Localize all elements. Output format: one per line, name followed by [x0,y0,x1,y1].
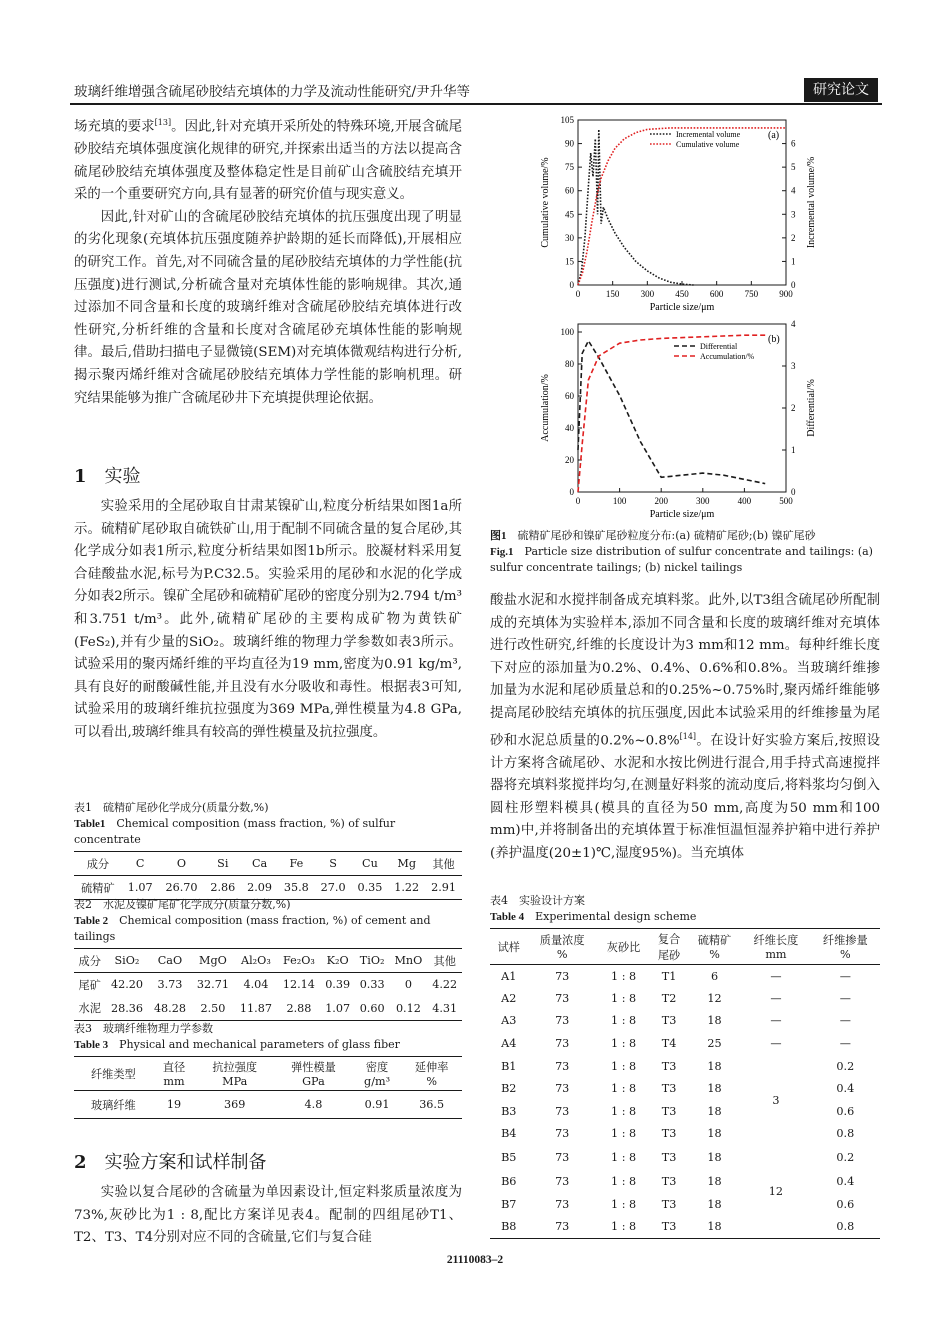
col-header [688,929,741,965]
col-header [528,929,597,965]
cell: 12.14 [282,978,315,992]
col-header: 其他 [432,857,455,871]
col-header: Ca [251,857,268,870]
cell: — [770,969,782,983]
header-line: % [709,948,720,961]
col-header: 延伸率 % [414,1061,449,1088]
x-tick-label: 750 [744,289,759,299]
x-tick-label: 300 [696,496,710,506]
cell: A2 [501,991,517,1005]
y-tick-label: 75 [565,162,574,173]
y-tick-label: 15 [565,256,574,267]
cell: A4 [501,1037,517,1051]
y2-axis-label: Differential/% [806,379,817,437]
cell: 73 [555,1059,570,1073]
cell: 18 [707,1127,722,1141]
cell: 1 : 8 [611,969,637,983]
cell: 27.0 [320,881,346,894]
cell: 2.86 [210,881,236,894]
cell: 0.8 [836,1127,855,1141]
cell: 73 [555,1014,570,1028]
cell: 18 [707,1151,722,1165]
panel-label: (b) [768,334,780,345]
col-header [650,929,688,965]
col-header [811,929,880,965]
legend-label: Cumulative volume [676,140,740,149]
cell: — [839,1037,851,1051]
cell: 73 [555,991,570,1005]
col-header: 成分 [78,954,101,968]
table-row [490,1032,880,1055]
cell: 73 [555,1037,570,1051]
col-header: 成分 [86,857,110,871]
cell: 4.04 [243,978,269,992]
y2-axis-label: Incremental volume/% [806,156,817,249]
particle-size-chart [490,112,880,522]
cell: B2 [501,1082,517,1096]
cell: 0.91 [364,1098,390,1111]
y-axis-label: Accumulation/% [540,374,551,442]
y-tick-label: 60 [565,391,574,401]
y2-tick-label: 0 [791,280,796,290]
cell: 19 [166,1098,182,1111]
col-header [741,929,810,965]
x-tick-label: 100 [612,496,627,506]
cell: 12 [707,991,722,1005]
cell: 369 [224,1098,246,1111]
col-header: TiO₂ [359,954,385,967]
paragraph: 酸盐水泥和水搅拌制备成充填料浆。此外,以T3组含硫尾砂所配制成的充填体为实验样本,添加不同含量和长度的玻璃纤维对充填体进行改性研究,纤维的长度设计为3 mm和12 mm。每种纤维长度下对应的添加量为0.2%、0.4%、0.6%和0.8%。当玻璃纤维掺加量为水泥和尾砂质量总和的0.25%~0.75%时,聚丙烯纤维能够提高尾砂胶结充填体的抗压强度,因此本试验采用的纤维掺量为尾砂和水泥总质量的0.2%~0.8%[14]。在设计好实验方案后,按照设计方案将含硫尾砂、水泥和水按比例进行混合,用手持式高速搅拌器将充填料浆搅拌均匀,在测量好料浆的流动度后,将料浆均匀倒入圆柱形塑料模具(模具的直径为50 mm,高度为50 mm和100 mm)中,并将制备出的充填体置于标准恒温恒湿养护箱中进行养护(养护温度(20±1)℃,湿度95%)。当充填体 [490,593,880,861]
figure-1 [490,112,880,522]
cell: — [770,1014,782,1028]
right-column [490,590,880,866]
table-body [490,965,880,1239]
y2-tick-label: 4 [791,319,796,329]
col-header: CaO [157,954,183,967]
series-line-a [578,341,765,484]
paragraph: 因此,针对矿山的含硫尾砂胶结充填体的抗压强度出现了明显的劣化现象(充填体抗压强度随养护龄期的延长而降低),开展相应的研究工作。首先,对不同硫含量的尾砂胶结充填体的力学性能(抗压强度)进行测试,分析硫含量对充填体性能的影响规律。其次,通过添加不同含量和长度的玻璃纤维对含硫尾砂胶结充填体进行改性研究,分析纤维的含量和长度对含硫尾砂充填体性能的影响规律。最后,借助扫描电子显微镜(SEM)对充填体微观结构进行分析,揭示聚丙烯纤维对含硫尾砂胶结充填体力学性能的影响机理。研究结果能够为推广含硫尾砂井下充填提供理论依据。 [74,209,462,406]
table-row [490,1145,880,1170]
table-grid [74,851,462,900]
cell: 73 [555,1219,570,1233]
table-row [74,876,462,900]
table-caption: 表1 硫精矿尾砂化学成分(质量分数,%) [74,801,269,814]
cell: 42.20 [110,978,143,992]
cell: T3 [661,1197,677,1211]
col-header: 纤维类型 [90,1067,136,1081]
header-line: 纤维掺量 [822,934,868,947]
col-header: MgO [199,954,227,967]
left-column-section1 [74,496,462,745]
x-tick-label: 900 [779,289,793,299]
cell: T3 [661,1175,677,1189]
x-axis-label: Particle size/μm [649,509,715,520]
cell: 0.8 [836,1219,855,1233]
header-line: % [839,948,851,961]
cell: 35.8 [283,881,309,894]
cell: — [770,1037,782,1051]
table-row [490,987,880,1010]
cell: 48.28 [153,1001,186,1015]
cell: B8 [501,1219,517,1233]
cell: 水泥 [78,1002,101,1016]
cell: 0.4 [836,1175,855,1189]
table-head [74,949,462,973]
cell: 18 [707,1219,722,1233]
cell: T3 [661,1059,677,1073]
header-line: % [556,948,568,961]
cell: 1.07 [325,1001,351,1015]
y2-tick-label: 3 [791,209,796,220]
cell: 2.88 [286,1001,312,1015]
cell: 18 [707,1059,722,1073]
table-row [490,1215,880,1238]
cell: 玻璃纤维 [90,1098,136,1112]
col-header: 直径 mm [162,1061,186,1088]
cell: B3 [501,1104,517,1118]
cell: T4 [661,1037,677,1051]
y2-tick-label: 4 [791,185,796,196]
cell: 1 : 8 [611,991,637,1005]
x-tick-label: 450 [675,289,689,299]
cell: 25 [707,1037,722,1051]
cell: T3 [661,1082,677,1096]
x-tick-label: 150 [605,289,620,299]
figure-caption: 图1 硫精矿尾砂和镍矿尾砂粒度分布:(a) 硫精矿尾砂;(b) 镍矿尾砂 Fig.1 Particle size distribution of sulfur concentrate and tailings: (a) sulfur concentrate tailings; (b) nickel tailings [490,529,873,574]
page-number: 21110083–2 [446,1254,504,1266]
table-row [74,973,462,997]
table-grid [74,948,462,1021]
cell: T3 [661,1127,677,1141]
y2-tick-label: 3 [791,361,796,371]
series-line-b [578,128,786,285]
cell: T3 [661,1104,677,1118]
cell: B5 [501,1151,517,1165]
cell: 73 [555,1104,570,1118]
table-row [490,1170,880,1193]
col-header [490,929,528,965]
cell: 36.5 [419,1098,445,1111]
series-line-a [578,129,694,285]
cell: — [839,969,851,983]
cell: 0.60 [359,1001,385,1015]
y2-tick-label: 2 [791,232,796,243]
x-tick-label: 500 [779,496,793,506]
header-line: 灰砂比 [606,940,641,954]
cell: 1 : 8 [611,1151,637,1165]
plot-frame [578,324,786,492]
cell: 0 [404,978,412,992]
table-caption-en: Table 4 Experimental design scheme [490,910,697,923]
y2-tick-label: 5 [791,162,796,173]
cell: 2.50 [200,1001,226,1015]
cell: 6 [710,969,719,983]
col-header: SiO₂ [114,954,140,967]
cell: — [839,991,851,1005]
table-4 [490,893,880,1239]
table-caption-en: Table1 Chemical composition (mass fraction, %) of sulfur concentrate [74,817,396,846]
cell: 0.35 [357,881,383,894]
x-tick-label: 0 [575,289,581,299]
cell: 尾矿 [78,978,101,992]
cell: 1 : 8 [611,1059,637,1073]
header-line: 质量浓度 [539,934,585,947]
table-head [490,929,880,965]
left-column [74,112,462,410]
y2-tick-label: 1 [791,445,796,455]
cell: 1.07 [127,881,153,894]
col-header: Mg [397,857,417,870]
y-tick-label: 20 [565,455,574,465]
cell: B1 [501,1059,517,1073]
header-line: mm [765,948,787,961]
y-tick-label: 90 [565,138,574,149]
header-line: 硫精矿 [697,934,732,947]
cell: 1 : 8 [611,1127,637,1141]
y-axis-label: Cumulative volume/% [540,157,551,248]
cell: 73 [555,1127,570,1141]
table-body [74,876,462,900]
x-tick-label: 400 [737,496,752,506]
cell: A3 [501,1014,517,1028]
cell: 1 : 8 [611,1082,637,1096]
y2-tick-label: 1 [791,256,796,267]
cell: 1 : 8 [611,1175,637,1189]
cell: 4.31 [432,1001,458,1015]
cell: 18 [707,1175,722,1189]
header-line: 尾砂 [657,948,681,962]
section-heading-2: 2 实验方案和试样制备 [74,1152,267,1173]
col-header: Al₂O₃ [241,954,271,967]
table-row [74,997,462,1021]
col-header: K₂O [326,954,349,967]
cell: 18 [707,1197,722,1211]
y2-tick-label: 2 [791,403,796,413]
table-row [490,1193,880,1216]
legend-label: Incremental volume [676,130,741,139]
header-rule [70,103,882,105]
table-caption: 表4 实验设计方案 [490,894,585,907]
cell: 11.87 [239,1001,272,1015]
table-row [490,1100,880,1123]
x-tick-label: 300 [640,289,655,299]
cell: 1 : 8 [611,1104,637,1118]
header-line: 复合 [657,932,681,946]
col-header: Fe [289,857,304,870]
y-tick-label: 0 [569,487,574,497]
cell: T3 [661,1219,677,1233]
header-line: 试样 [497,940,520,954]
cell: B6 [501,1175,517,1189]
x-tick-label: 0 [575,496,581,506]
table-caption-en: Table 3 Physical and mechanical parameters of glass fiber [74,1038,400,1051]
col-header [597,929,650,965]
paragraph: 实验采用的全尾砂取自甘肃某镍矿山,粒度分析结果如图1a所示。硫精矿尾砂取自硫铁矿山,用于配制不同硫含量的复合尾砂,其化学成分如表1所示,粒度分析结果如图1b所示。胶凝材料采用复合硅酸盐水泥,标号为P.C32.5。实验采用的尾砂和水泥的化学成分如表2所示。镍矿全尾砂和硫精矿尾砂的密度分别为2.794 t/m³和3.751 t/m³。此外,硫精矿尾砂的主要构成矿物为黄铁矿(FeS₂),并有少量的SiO₂。玻璃纤维的物理力学参数如表3所示。试验采用的聚丙烯纤维的平均直径为19 mm,密度为0.91 kg/m³,具有良好的耐酸碱性能,并且没有水分吸收和毒性。根据表3可知,试验采用的玻璃纤维抗拉强度为369 MPa,弹性模量为4.8 GPa,可以看出,玻璃纤维具有较高的弹性模量及抗拉强度。 [74,499,462,740]
col-header: 弹性模量 GPa [291,1061,336,1088]
cell: 4.8 [304,1098,323,1111]
y-tick-label: 80 [565,359,574,369]
y-tick-label: 30 [565,232,574,243]
cell: T1 [661,969,677,983]
cell: 73 [555,1175,570,1189]
col-header: MnO [394,954,423,967]
cell: 73 [555,1082,570,1096]
table-head [74,852,462,876]
cell: 0.2 [836,1059,855,1073]
x-tick-label: 200 [654,496,668,506]
panel-label: (a) [768,130,780,141]
cell: B4 [501,1127,517,1141]
cell: 0.6 [836,1104,855,1118]
cell: 0.39 [325,978,351,992]
running-header-title: 玻璃纤维增强含硫尾砂胶结充填体的力学及流动性能研究/尹升华等 [74,84,471,100]
y-tick-label: 100 [560,327,574,337]
table-row [490,965,880,988]
fiber-length-cell: 3 [772,1093,780,1107]
cell: 1 : 8 [611,1037,637,1051]
col-header: O [176,857,187,870]
y-tick-label: 40 [565,423,574,433]
cell: 18 [707,1082,722,1096]
cell: 32.71 [196,978,229,992]
section-tag: 研究论文 [804,78,878,102]
table-body [74,973,462,1021]
y-tick-label: 0 [569,280,574,290]
cell: 2.09 [247,881,273,894]
cell: 0.6 [836,1197,855,1211]
cell: 1.22 [394,881,420,894]
cell: 0.12 [395,1001,421,1015]
cell: 73 [555,969,570,983]
cell: T3 [661,1151,677,1165]
col-header: C [135,857,145,870]
col-header: 密度 g/m³ [364,1061,391,1088]
fiber-length-cell: 12 [768,1184,784,1198]
y2-tick-label: 0 [791,487,796,497]
cell: T3 [661,1014,677,1028]
cell: 0.2 [836,1151,855,1165]
col-header: Cu [362,857,378,870]
cell: 4.22 [432,978,458,992]
col-header: 抗拉强度 MPa [212,1061,258,1088]
table-row [490,1010,880,1033]
cell: 硫精矿 [81,881,115,895]
col-header: 其他 [433,954,456,968]
table-caption-en: Table 2 Chemical composition (mass fraction, %) of cement and tailings [74,914,431,943]
cell: 1 : 8 [611,1014,637,1028]
header-line: 纤维长度 [753,934,799,947]
cell: T2 [661,991,677,1005]
x-tick-label: 600 [709,289,724,299]
paragraph: 场充填的要求[13]。因此,针对充填开采所处的特殊环境,开展含硫尾砂胶结充填体强度演化规律的研究,并探索出适当的方法以提高含硫尾砂胶结充填体强度及整体稳定性是目前矿山含硫胶结充填开采的一个重要研究方向,具有显著的研究价值与现实意义。 [74,118,463,203]
table-row [490,1055,880,1078]
cell: 0.4 [836,1082,855,1096]
cell: 18 [707,1104,722,1118]
table-caption: 表3 玻璃纤维物理力学参数 [74,1022,213,1035]
y-tick-label: 45 [565,209,574,220]
table-3 [74,1021,462,1119]
section-heading-1: 1 实验 [74,466,141,487]
legend-label: Accumulation/% [700,352,755,361]
cell: — [770,991,782,1005]
cell: 28.36 [110,1001,143,1015]
left-column-section2 [74,1182,462,1250]
y-tick-label: 105 [560,115,574,125]
legend-label: Differential [700,342,738,351]
cell: 1 : 8 [611,1219,637,1233]
table-1 [74,800,462,900]
x-axis-label: Particle size/μm [649,302,715,313]
y-tick-label: 60 [565,185,574,196]
table-row [490,1123,880,1146]
cell: 73 [555,1151,570,1165]
col-header: S [329,857,337,870]
cell: 0.33 [359,978,385,992]
cell: 26.70 [165,881,198,894]
table-grid [74,1056,462,1119]
cell: 2.91 [431,881,456,894]
table-2 [74,897,462,1021]
cell: 1 : 8 [611,1197,637,1211]
col-header: Si [217,857,229,870]
col-header: Fe₂O₃ [282,954,315,967]
cell: 73 [555,1197,570,1211]
cell: A1 [501,969,517,983]
y2-tick-label: 6 [791,138,796,149]
cell: 3.73 [157,978,183,992]
paragraph: 实验以复合尾砂的含硫量为单因素设计,恒定料浆质量浓度为73%,灰砂比为1 : 8,配比方案详见表4。配制的四组尾砂T1、T2、T3、T4分别对应不同的含硫量,它们与复合硅 [74,1185,462,1246]
table-caption: 表2 水泥及镍矿尾矿化学成分(质量分数,%) [74,898,291,911]
cell: 18 [707,1014,722,1028]
cell: — [839,1014,851,1028]
cell: B7 [501,1197,517,1211]
table-row [490,1077,880,1100]
table-grid [490,928,880,1239]
